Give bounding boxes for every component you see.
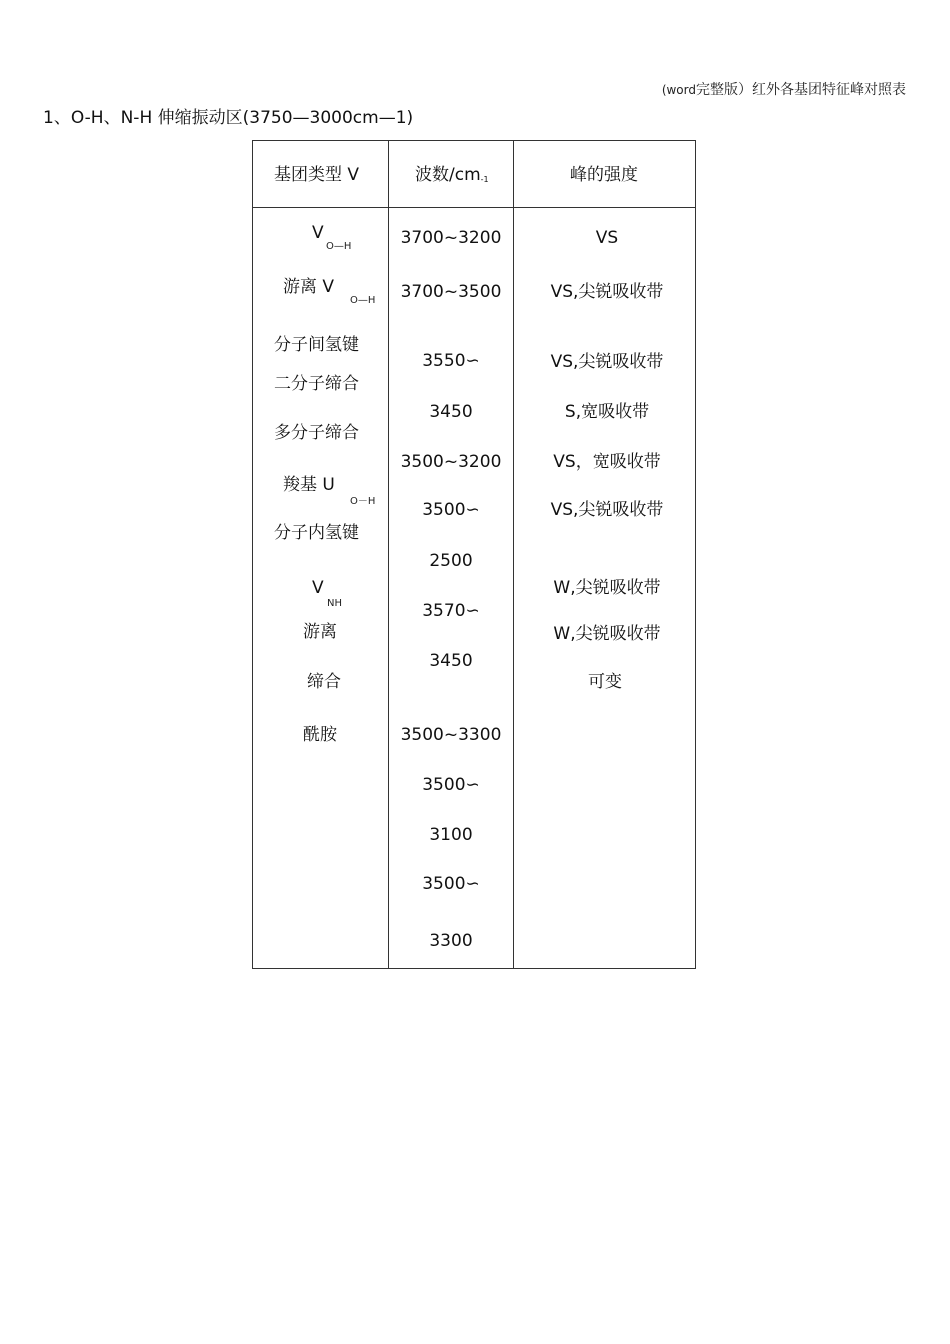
wavenumber-row-10: 3500~3300 (400, 725, 502, 745)
intensity-row-7: W,尖锐吸收带 (553, 578, 661, 598)
group-v-nh-subscript: NH (327, 598, 342, 609)
wavenumber-row-3: 3550∽ (422, 351, 480, 371)
wavenumber-row-14: 3300 (429, 931, 473, 951)
intensity-row-5: VS，宽吸收带 (553, 452, 661, 472)
header-wavenumber-label: 波数/cm (415, 165, 481, 185)
intensity-row-1: VS (595, 228, 619, 248)
group-v-nh-symbol: V (312, 578, 324, 598)
ir-peak-table (252, 140, 696, 969)
header-wavenumber-exponent: -1 (480, 175, 489, 184)
group-intermolecular-hbond: 分子间氢键 (274, 335, 359, 355)
group-v-oh-subscript: O—H (326, 241, 352, 252)
wavenumber-row-5: 3500~3200 (400, 452, 502, 472)
header-note-prefix: (word (661, 83, 696, 97)
wavenumber-row-11: 3500∽ (422, 775, 480, 795)
header-wavenumber (415, 167, 489, 184)
group-dimer: 二分子缔合 (274, 374, 359, 394)
intensity-row-2: VS,尖锐吸收带 (550, 282, 664, 302)
header-group-type: 基团类型 V (274, 165, 360, 185)
group-polymer: 多分子缔合 (274, 423, 359, 443)
wavenumber-row-8: 3570∽ (422, 601, 480, 621)
group-free-oh-subscript: O—H (350, 295, 376, 306)
section-title: 1、O-H、N-H 伸缩振动区(3750—3000cm—1) (43, 108, 414, 128)
wavenumber-row-9: 3450 (429, 651, 473, 671)
group-associated: 缔合 (307, 672, 341, 692)
intensity-row-4: S,宽吸收带 (564, 402, 650, 422)
intensity-row-6: VS,尖锐吸收带 (550, 500, 664, 520)
group-free-nh: 游离 (303, 622, 337, 642)
wavenumber-row-13: 3500∽ (422, 874, 480, 894)
group-v-oh-symbol: V (312, 223, 324, 243)
intensity-row-8: W,尖锐吸收带 (553, 624, 661, 644)
header-note-text: 完整版）红外各基团特征峰对照表 (696, 82, 906, 98)
group-free-oh: 游离 V (283, 277, 335, 297)
group-intramolecular-hbond: 分子内氢键 (274, 523, 359, 543)
header-intensity: 峰的强度 (570, 165, 638, 185)
intensity-row-9: 可变 (588, 672, 622, 692)
group-carboxyl-subscript: O－H (350, 496, 376, 507)
wavenumber-row-6: 3500∽ (422, 500, 480, 520)
column-divider-2 (513, 141, 514, 968)
column-divider-1 (388, 141, 389, 968)
wavenumber-row-7: 2500 (429, 551, 473, 571)
intensity-row-3: VS,尖锐吸收带 (550, 352, 664, 372)
wavenumber-row-1: 3700~3200 (400, 228, 502, 248)
document-header-note (662, 79, 906, 99)
wavenumber-row-12: 3100 (429, 825, 473, 845)
header-divider (253, 207, 695, 208)
wavenumber-row-2: 3700~3500 (400, 282, 502, 302)
group-amide: 酰胺 (303, 725, 337, 745)
group-carboxyl: 羧基 U (283, 475, 335, 495)
wavenumber-row-4: 3450 (429, 402, 473, 422)
